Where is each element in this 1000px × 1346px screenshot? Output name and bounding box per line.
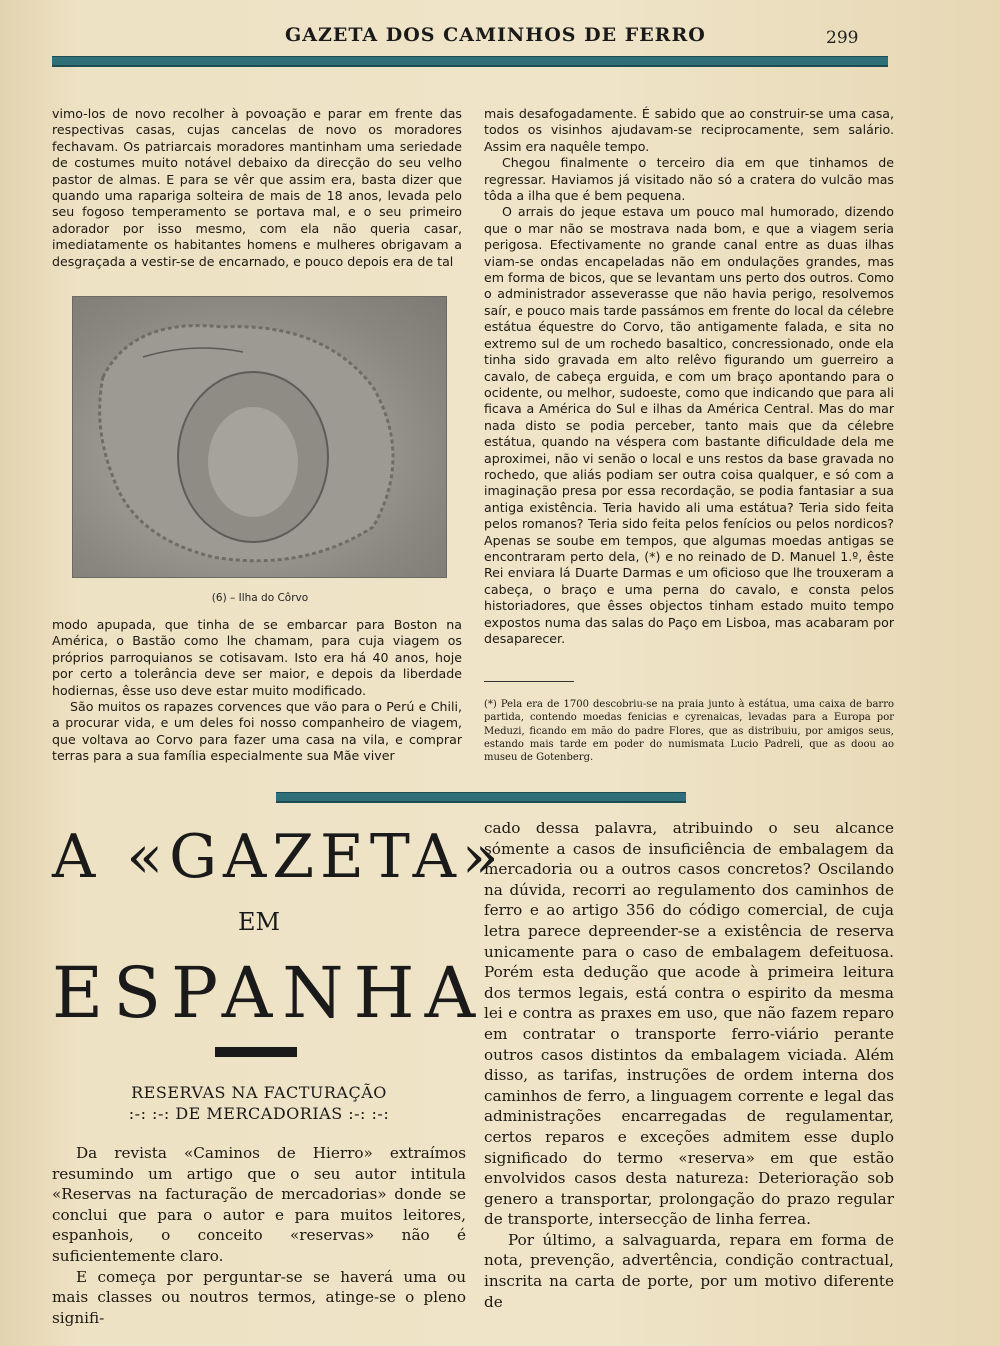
paragraph: modo apupada, que tinha de se embarcar para Boston na América, o Bastão como lhe chamam, para cuja viagem os próprios parroquianos se cotisavam. Isto era há 40 anos, hoje por certo a tolerância deve ser maior, e depois da liberdade hodiernas, êsse uso deve estar muito modificado. bbox=[52, 617, 462, 698]
paragraph: Chegou finalmente o terceiro dia em que tinhamos de regressar. Haviamos já visitado não só a cratera do vulcão mas tôda a ilha que é bem pequena. bbox=[484, 155, 894, 204]
masthead-title: GAZETA DOS CAMINHOS DE FERRO bbox=[285, 24, 706, 46]
left-column-top bbox=[52, 106, 462, 270]
title-ornament bbox=[215, 1047, 297, 1057]
article-subtitle-line1: RESERVAS NA FACTURAÇÃO bbox=[131, 1083, 387, 1102]
paragraph: vimo-los de novo recolher à povoação e parar em frente das respectivas casas, cujas cancelas de novo os moradores fechavam. Os patriarcais moradores mantinham uma seriedade de costumes muito notável debaixo da direcção do seu velho pastor de almas. E para se vêr que assim era, basta dizer que quando uma rapariga solteira de mais de 18 anos, levada pelo seu fogoso temperamento se portava mal, e o seu primeiro adorador por isso mesmo, com ela não queria casar, imediatamente os habitantes homens e mulheres obrigavam a desgraçada a vestir-se de encarnado, e pouco depois era de tal bbox=[52, 106, 462, 269]
island-photo bbox=[72, 296, 447, 578]
left-column-bottom bbox=[52, 617, 462, 765]
top-divider-rule bbox=[52, 56, 888, 67]
paragraph: O arrais do jeque estava um pouco mal humorado, dizendo que o mar não se mostrava nada bom, e que a viagem seria perigosa. Efectivamente no grande canal entre as duas ilhas viam-se ondas encapeladas não em ondulações grandes, mas em forma de bicos, que se levantam uns perto dos outros. Como o administrador asseverasse que não havia perigo, resolvemos saír, e pouco mais tarde passámos em frente do local da célebre estátua équestre do Corvo, tão antigamente falada, e sita no extremo sul de um rochedo basaltico, concressionado, onde ela tinha sido gravada em alto relêvo figurando um guerreiro a cavalo, de cabeça erguida, e com um braço apontando para o ocidente, ou melhor, sudoeste, como que indicando que para ali ficava a América do Sul e ilhas da América Central. Mas do mar nada disto se podia perceber, tanto mais que da célebre estátua, quando na véspera com bastante dificuldade dela me aproximei, não vi senão o local e uns restos da base gravada no rochedo, que aliás podiam ser outra coisa qualquer, e só com a imaginação presa por essa recordação, se podia fantasiar a sua antiga existência. Teria havido ali uma estátua? Teria sido feita pelos romanos? Teria sido feita pelos fenícios ou pelos nordicos? Apenas se soube em tempos, que algumas moedas antigas se encontraram perto dela, (*) e no reinado de D. Manuel 1.º, êste Rei enviara lá Duarte Darmas e um oficioso que lhe trouxeram a cabeça, o braço e uma perna do cavalo, e consta pelos historiadores, que êsses objectos tinham estado muito tempo expostos numa das salas do Paço em Lisboa, mas acabaram por desaparecer. bbox=[484, 204, 894, 646]
page-number: 299 bbox=[826, 28, 859, 48]
footnote-divider bbox=[484, 681, 574, 682]
paragraph: Da revista «Caminos de Hierro» extraímos resumindo um artigo que o seu autor intitula «Reservas na facturação de mercadorias» donde se conclui que para o autor e para muitos leitores, espanhois, o conceito «reservas» não é suficientemente claro. bbox=[52, 1144, 466, 1265]
article-title-line2: EM bbox=[237, 908, 281, 936]
paragraph: mais desafogadamente. É sabido que ao construir-se uma casa, todos os visinhos ajudavam-se reciprocamente, sem salário. Assim era naquêle tempo. bbox=[484, 106, 894, 154]
paragraph: E começa por perguntar-se se haverá uma ou mais classes ou noutros termos, atinge-se o pleno signifi- bbox=[52, 1267, 466, 1327]
paragraph: cado dessa palavra, atribuindo o seu alcance sómente a casos de insuficiência de embalagem da mercadoria ou a outros casos concretos? Oscilando na dúvida, recorri ao regulamento dos caminhos de ferro e ao artigo 356 do código comercial, de cuja letra parece depreender-se a existência de reserva unicamente para o caso de embalagem defeituosa. Porém esta dedução que acode à primeira leitura dos termos legais, está contra o espirito da mesma lei e contra as praxes em uso, que não fazem reparo em contratar o transporte ferro-viário perante outros casos distintos da embalagem viciada. Além disso, as tarifas, instruções de ordem interna dos caminhos de ferro, a linguagem corrente e legal das administrações encarregadas de regulamentar, certos reparos e exceções admitem esse duplo significado do termo «reserva» em que estão envolvidos casos desta natureza: Deterioração sob genero a transportar, prolongação do prazo regular de transporte, intersecção de linha ferrea. bbox=[484, 819, 894, 1229]
island-map-image bbox=[73, 297, 446, 577]
article-left-column bbox=[52, 1143, 466, 1328]
right-column bbox=[484, 106, 894, 647]
paragraph: Por último, a salvaguarda, repara em forma de nota, prevenção, advertência, condição contractual, inscrita na carta de porte, por um motivo diferente de bbox=[484, 1230, 894, 1311]
figure-caption: (6) – Ilha do Côrvo bbox=[211, 592, 309, 604]
footnote: (*) Pela era de 1700 descobriu-se na praia junto à estátua, uma caixa de barro partida, contendo moedas fenicias e cyrenaicas, levadas para a Europa por Meduzi, ficando em mão do padre Flores, que as distribuiu, por amigos seus, estando mais tarde em poder do numismata Lucio Padreli, que as doou ao museu de Gotenberg. bbox=[484, 699, 894, 764]
paragraph: São muitos os rapazes corvences que vão para o Perú e Chili, a procurar vida, e um deles foi nosso companheiro de viagem, que voltava ao Corvo para fazer uma casa na vila, e comprar terras para a sua família especialmente sua Mãe viver bbox=[52, 699, 462, 764]
article-title-line3: ESPANHA bbox=[52, 952, 486, 1034]
article-right-column bbox=[484, 818, 894, 1312]
article-title-line1: A «GAZETA» bbox=[52, 822, 505, 892]
section-divider-rule bbox=[276, 792, 686, 803]
article-subtitle-line2: :-: :-: DE MERCADORIAS :-: :-: bbox=[128, 1104, 390, 1123]
